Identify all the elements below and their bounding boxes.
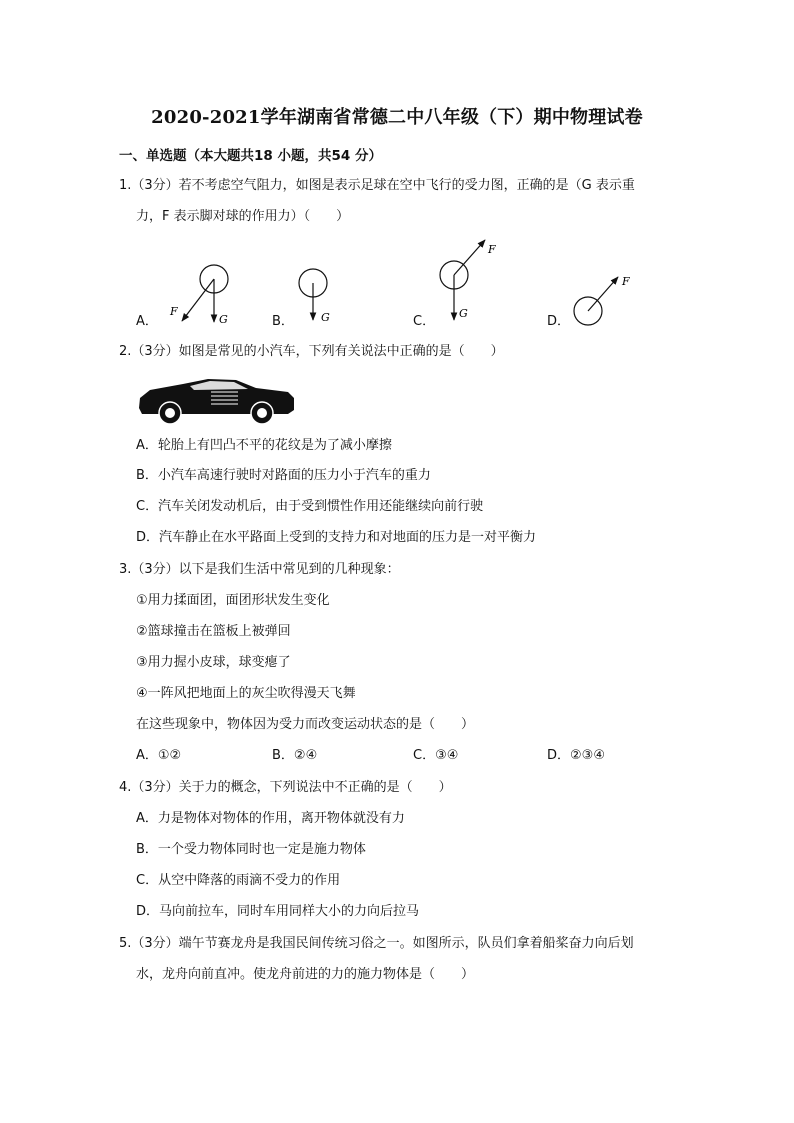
q3-option-a: A．①② xyxy=(136,748,182,763)
diagram-a xyxy=(169,265,228,326)
diagram-c xyxy=(440,240,496,320)
q2-option-d: D．汽车静止在水平路面上受到的支持力和对地面的压力是一对平衡力 xyxy=(136,530,537,545)
q1-stem-line1: 1.（3分）若不考虑空气阻力，如图是表示足球在空中飞行的受力图，正确的是（G 表示重 xyxy=(119,178,635,193)
q3-option-d: D．②③④ xyxy=(547,748,605,763)
q2-stem: 2.（3分）如图是常见的小汽车，下列有关说法中正确的是（ ） xyxy=(119,344,504,359)
label-f-a: F xyxy=(170,305,178,318)
q3-item-1: ①用力揉面团，面团形状发生变化 xyxy=(136,593,330,608)
car-illustration xyxy=(138,376,298,426)
label-g-b: G xyxy=(321,311,330,324)
q5-stem-line2: 水，龙舟向前直冲。使龙舟前进的力的施力物体是（ ） xyxy=(136,967,475,982)
q1-option-d: D． xyxy=(547,314,571,329)
q4-option-c: C．从空中降落的雨滴不受力的作用 xyxy=(136,873,341,888)
q3-stem: 3.（3分）以下是我们生活中常见到的几种现象： xyxy=(119,562,400,577)
q2-option-b: B．小汽车高速行驶时对路面的压力小于汽车的重力 xyxy=(136,468,431,483)
diagram-d xyxy=(574,275,630,325)
q1-option-c: C． xyxy=(413,314,436,329)
q1-force-diagrams xyxy=(0,235,794,345)
q2-option-a: A．轮胎上有凹凸不平的花纹是为了减小摩擦 xyxy=(136,438,392,453)
q4-option-b: B．一个受力物体同时也一定是施力物体 xyxy=(136,842,366,857)
page-title: 2020-2021学年湖南省常德二中八年级（下）期中物理试卷 xyxy=(151,107,643,128)
label-g-c: G xyxy=(459,307,468,320)
q3-question: 在这些现象中，物体因为受力而改变运动状态的是（ ） xyxy=(136,717,475,732)
section-heading: 一、单选题（本大题共18 小题，共54 分） xyxy=(119,148,382,164)
force-f-arrow-d xyxy=(588,277,618,311)
label-f-d: F xyxy=(622,275,630,288)
q1-stem-line2: 力，F 表示脚对球的作用力）（ ） xyxy=(136,209,350,224)
q3-item-3: ③用力握小皮球，球变瘪了 xyxy=(136,655,291,670)
q1-option-b: B． xyxy=(272,314,294,329)
q2-option-c: C．汽车关闭发动机后，由于受到惯性作用还能继续向前行驶 xyxy=(136,499,484,514)
label-f-c: F xyxy=(488,243,496,256)
q3-item-4: ④一阵风把地面上的灰尘吹得漫天飞舞 xyxy=(136,686,356,701)
q4-stem: 4.（3分）关于力的概念，下列说法中不正确的是（ ） xyxy=(119,780,452,795)
q5-stem-line1: 5.（3分）端午节赛龙舟是我国民间传统习俗之一。如图所示，队员们拿着船桨奋力向后划 xyxy=(119,936,634,951)
q3-item-2: ②篮球撞击在篮板上被弹回 xyxy=(136,624,291,639)
q1-option-a: A． xyxy=(136,314,158,329)
q3-option-c: C．③④ xyxy=(413,748,459,763)
q4-option-a: A．力是物体对物体的作用，离开物体就没有力 xyxy=(136,811,405,826)
q3-option-b: B．②④ xyxy=(272,748,318,763)
diagram-b xyxy=(299,269,330,324)
force-f-arrow-a xyxy=(182,279,214,321)
label-g-a: G xyxy=(219,313,228,326)
force-f-arrow-c xyxy=(454,240,485,275)
q4-option-d: D．马向前拉车，同时车用同样大小的力向后拉马 xyxy=(136,904,420,919)
